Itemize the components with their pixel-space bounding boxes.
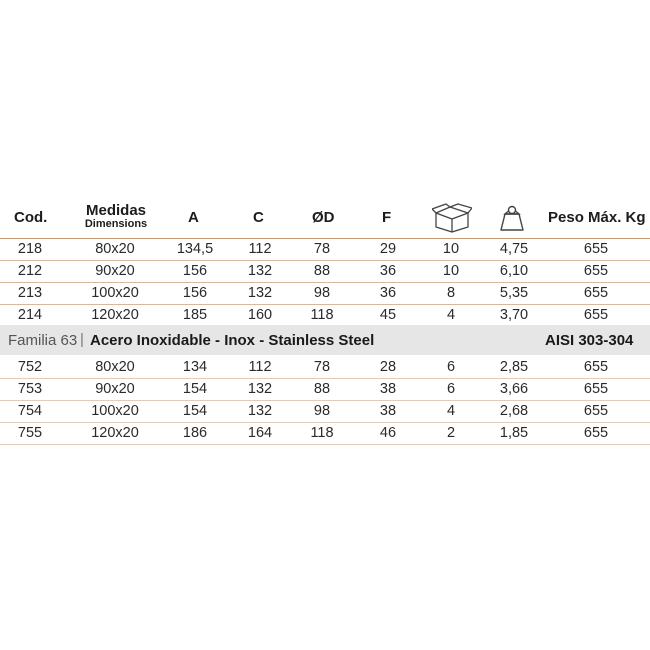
cell-a: 185 xyxy=(182,307,208,323)
cell-diameter: 118 xyxy=(310,307,334,323)
cell-weight: 2,85 xyxy=(499,359,529,375)
table-row xyxy=(0,238,650,261)
cell-box-qty: 4 xyxy=(446,307,456,323)
cell-diameter: 88 xyxy=(313,263,331,279)
cell-cod: 754 xyxy=(17,403,43,419)
cell-diameter: 78 xyxy=(313,241,331,257)
cell-a: 134 xyxy=(182,359,208,375)
header-medidas xyxy=(78,203,154,231)
cell-medidas: 100x20 xyxy=(91,285,139,301)
cell-f: 28 xyxy=(379,359,397,375)
table-row xyxy=(0,305,650,327)
cell-cod: 753 xyxy=(17,381,43,397)
cell-medidas: 90x20 xyxy=(95,263,135,279)
table-row xyxy=(0,401,650,423)
cell-a: 154 xyxy=(182,403,208,419)
header-a: A xyxy=(188,209,199,226)
cell-f: 36 xyxy=(379,263,397,279)
cell-weight: 5,35 xyxy=(499,285,529,301)
cell-peso: 655 xyxy=(583,263,609,279)
cell-a: 186 xyxy=(182,425,208,441)
cell-peso: 655 xyxy=(583,307,609,323)
cell-weight: 3,70 xyxy=(499,307,529,323)
table-group-1 xyxy=(0,238,650,327)
cell-peso: 655 xyxy=(583,403,609,419)
cell-cod: 214 xyxy=(17,307,43,323)
cell-c: 160 xyxy=(247,307,273,323)
cell-cod: 752 xyxy=(17,359,43,375)
family-banner xyxy=(0,325,650,355)
cell-weight: 2,68 xyxy=(499,403,529,419)
cell-box-qty: 6 xyxy=(446,359,456,375)
family-title: Acero Inoxidable - Inox - Stainless Steel xyxy=(90,332,375,349)
cell-a: 156 xyxy=(182,285,208,301)
table-row xyxy=(0,423,650,445)
table-row xyxy=(0,283,650,305)
cell-a: 156 xyxy=(182,263,208,279)
cell-cod: 755 xyxy=(17,425,43,441)
cell-box-qty: 2 xyxy=(446,425,456,441)
cell-cod: 213 xyxy=(17,285,43,301)
cell-weight: 1,85 xyxy=(499,425,529,441)
cell-c: 112 xyxy=(248,241,272,257)
cell-cod: 218 xyxy=(17,241,43,257)
header-medidas-label: Medidas xyxy=(85,202,146,219)
cell-box-qty: 10 xyxy=(442,241,460,257)
table-row xyxy=(0,379,650,401)
table-header xyxy=(0,203,650,237)
cell-diameter: 98 xyxy=(313,285,331,301)
cell-diameter: 78 xyxy=(313,359,331,375)
weight-icon xyxy=(499,204,525,232)
table-row xyxy=(0,261,650,283)
cell-cod: 212 xyxy=(17,263,43,279)
cell-peso: 655 xyxy=(583,425,609,441)
table-row xyxy=(0,357,650,379)
cell-f: 46 xyxy=(379,425,397,441)
cell-box-qty: 4 xyxy=(446,403,456,419)
cell-peso: 655 xyxy=(583,241,609,257)
cell-f: 38 xyxy=(379,381,397,397)
cell-f: 36 xyxy=(379,285,397,301)
cell-peso: 655 xyxy=(583,285,609,301)
cell-f: 45 xyxy=(379,307,397,323)
cell-a: 154 xyxy=(182,381,208,397)
family-separator: | xyxy=(80,331,84,348)
cell-c: 132 xyxy=(247,403,273,419)
cell-medidas: 120x20 xyxy=(91,307,139,323)
header-dimensions-label: Dimensions xyxy=(84,218,148,230)
cell-weight: 6,10 xyxy=(499,263,529,279)
cell-box-qty: 8 xyxy=(446,285,456,301)
cell-a: 134,5 xyxy=(176,241,214,257)
cell-peso: 655 xyxy=(583,381,609,397)
cell-c: 112 xyxy=(248,359,272,375)
cell-medidas: 80x20 xyxy=(95,359,135,375)
cell-medidas: 80x20 xyxy=(95,241,135,257)
cell-peso: 655 xyxy=(583,359,609,375)
cell-weight: 3,66 xyxy=(499,381,529,397)
cell-box-qty: 10 xyxy=(442,263,460,279)
header-diameter: ØD xyxy=(312,209,335,226)
cell-c: 132 xyxy=(247,381,273,397)
cell-medidas: 100x20 xyxy=(91,403,139,419)
box-quantity-icon xyxy=(432,203,472,233)
cell-f: 38 xyxy=(379,403,397,419)
cell-c: 132 xyxy=(247,285,273,301)
family-label: Familia 63 xyxy=(8,332,78,349)
cell-f: 29 xyxy=(379,241,397,257)
cell-diameter: 118 xyxy=(310,425,334,441)
cell-weight: 4,75 xyxy=(499,241,529,257)
cell-diameter: 98 xyxy=(313,403,331,419)
header-peso: Peso Máx. Kg xyxy=(548,209,646,226)
header-cod: Cod. xyxy=(14,209,48,226)
table-group-2 xyxy=(0,357,650,445)
cell-diameter: 88 xyxy=(313,381,331,397)
header-f: F xyxy=(382,209,392,226)
header-c: C xyxy=(253,209,264,226)
family-aisi: AISI 303-304 xyxy=(545,332,634,349)
cell-c: 164 xyxy=(247,425,273,441)
cell-c: 132 xyxy=(247,263,273,279)
cell-box-qty: 6 xyxy=(446,381,456,397)
cell-medidas: 120x20 xyxy=(91,425,139,441)
cell-medidas: 90x20 xyxy=(95,381,135,397)
